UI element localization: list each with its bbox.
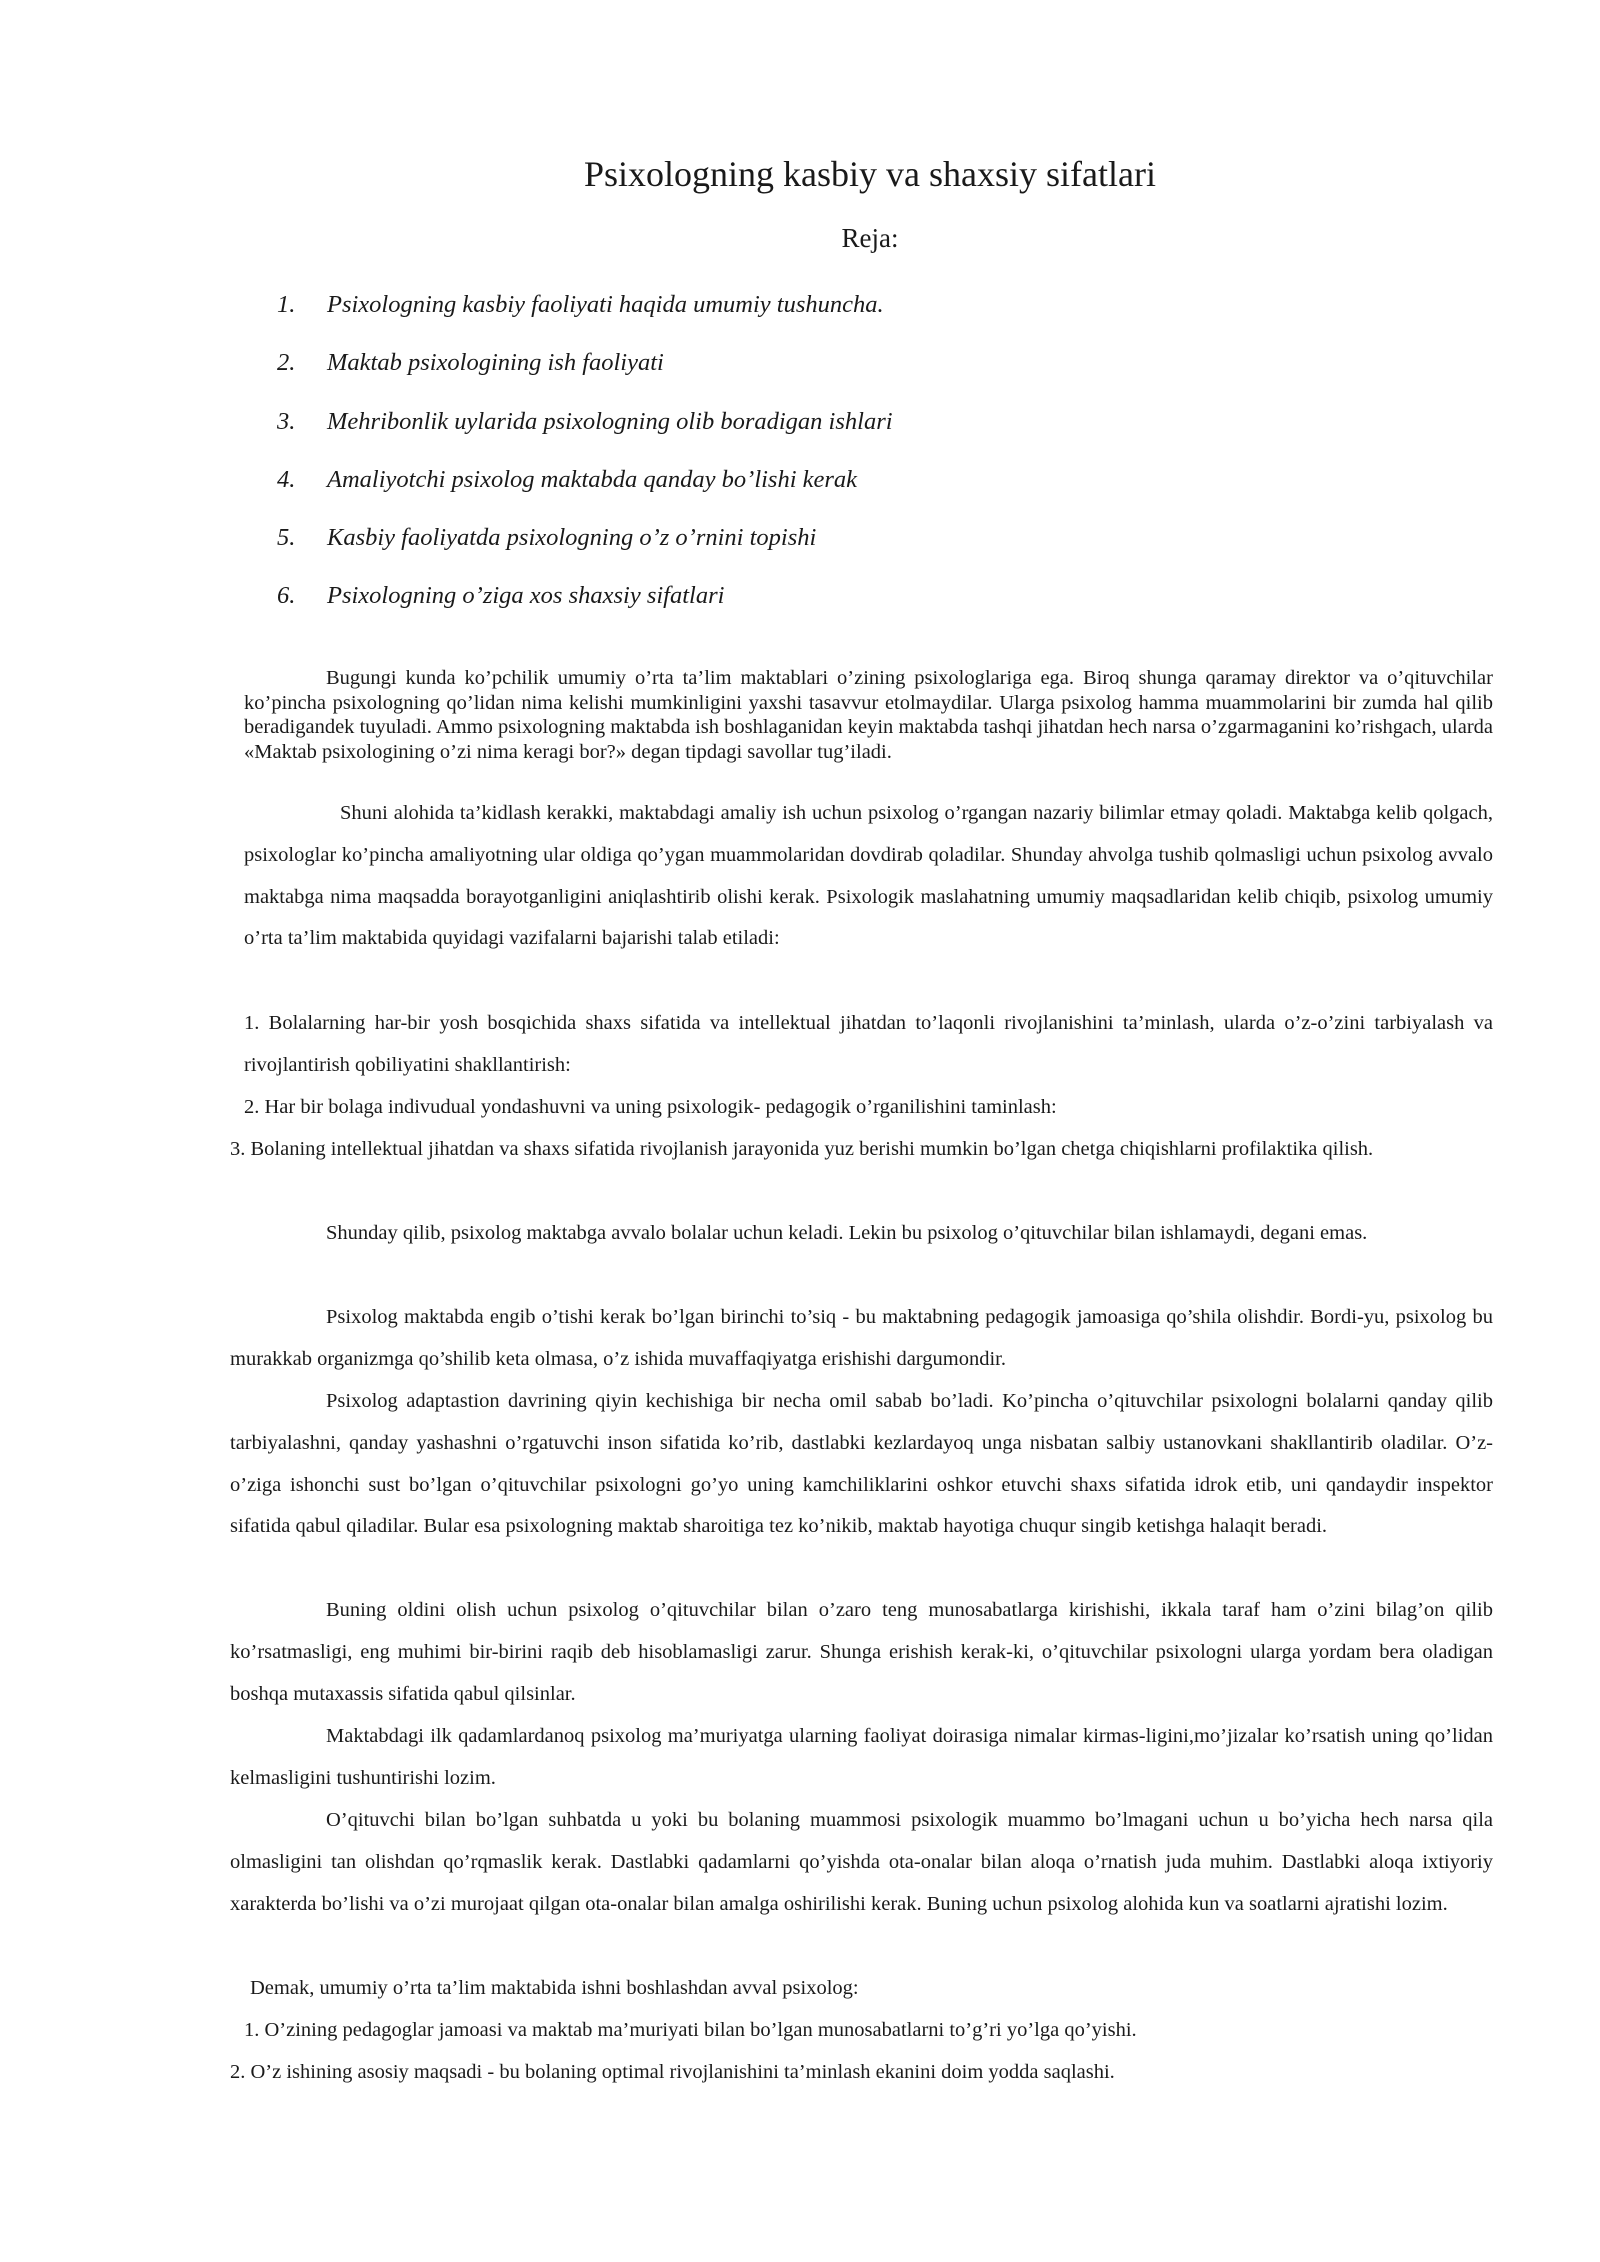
- plan-item-number: 4.: [277, 465, 296, 493]
- task-item: 2. Har bir bolaga indivudual yondashuvni va uning psixologik- pedagogik o’rganilishini taminlash:: [244, 1096, 1057, 1118]
- summary-lead: Demak, umumiy o’rta ta’lim maktabida ishni boshlashdan avval psixolog:: [250, 1977, 859, 1999]
- plan-item-text: Amaliyotchi psixolog maktabda qanday bo’lishi kerak: [327, 465, 858, 493]
- plan-item-number: 3.: [277, 407, 296, 435]
- body-paragraph: Buning oldini olish uchun psixolog o’qituvchilar bilan o’zaro teng munosabatlarga kirishishi, ikkala taraf ham o’zini bilag’on qilib ko’rsatmasligi, eng muhimi bir-birini raqib deb hisoblamasligi zarur. Shunga erishish kerak-ki, o’qituvchilar psixologni ularga yordam bera oladigan boshqa mutaxassis sifatida qabul qilsinlar.: [230, 1599, 1493, 1705]
- body-paragraph: Psixolog adaptastion davrining qiyin kechishiga bir necha omil sabab bo’ladi. Ko’pincha o’qituvchilar psixologni bolalarni qanday qilib tarbiyalashni, qanday yashashni o’rgatuvchi inson sifatida ko’rib, dastlabki kezlardayoq unga nisbatan salbiy ustanovkani shakllantirib oladilar. O’z- o’ziga ishonchi sust bo’lgan o’qituvchilar psixologni go’yo uning kamchiliklarini oshkor etuvchi shaxs sifatida idrok etib, uni qandaydir inspektor sifatida qabul qiladilar. Bular esa psixologning maktab sharoitiga tez ko’nikib, maktab hayotiga chuqur singib ketishga halaqit beradi.: [230, 1390, 1493, 1538]
- plan-item: [265, 579, 1365, 637]
- plan-heading: Reja:: [841, 223, 899, 253]
- plan-item-number: 1.: [277, 291, 296, 318]
- plan-item-text: Mehribonlik uylarida psixologning olib boradigan ishlari: [327, 407, 893, 435]
- plan-item: [265, 405, 1365, 463]
- plan-item: [265, 521, 1365, 579]
- plan-item: [265, 346, 1365, 404]
- plan-item: [265, 463, 1365, 521]
- task-item: 3. Bolaning intellektual jihatdan va shaxs sifatida rivojlanish jarayonida yuz berishi mumkin bo’lgan chetga chiqishlarni profilaktika qilish.: [230, 1138, 1374, 1160]
- plan-item-text: Kasbiy faoliyatda psixologning o’z o’rnini topishi: [327, 524, 817, 552]
- body-paragraph: Shuni alohida ta’kidlash kerakki, maktabdagi amaliy ish uchun psixolog o’rgangan nazariy bilimlar etmay qoladi. Maktabga kelib qolgach, psixologlar ko’pincha amaliyotning ular oldiga qo’ygan muammolaridan dovdirab qoladilar. Shunday ahvolga tushib qolmasligi uchun psixolog avvalo maktabga nima maqsadda borayotganligini aniqlashtirib olishi kerak. Psixologik maslahatning umumiy maqsadlaridan kelib chiqib, psixolog umumiy o’rta ta’lim maktabida quyidagi vazifalarni bajarishi talab etiladi:: [244, 802, 1493, 950]
- body-paragraph: O’qituvchi bilan bo’lgan suhbatda u yoki bu bolaning muammosi psixologik muammo bo’lmagani uchun u bo’yicha hech narsa qila olmasligini tan olishdan qo’rqmaslik kerak. Dastlabki qadamlarni qo’yishda ota-onalar bilan aloqa o’rnatish juda muhim. Dastlabki aloqa ixtiyoriy xarakterda bo’lishi va o’zi murojaat qilgan ota-onalar bilan amalga oshirilishi kerak. Buning uchun psixolog alohida kun va soatlarni ajratishi lozim.: [230, 1809, 1493, 1915]
- plan-item: [265, 288, 1365, 346]
- body-paragraph: Shunday qilib, psixolog maktabga avvalo bolalar uchun keladi. Lekin bu psixolog o’qituvchilar bilan ishlamaydi, degani emas.: [326, 1222, 1368, 1244]
- plan-item-text: Psixologning kasbiy faoliyati haqida umumiy tushuncha.: [327, 291, 884, 318]
- intro-paragraph: Bugungi kunda ko’pchilik umumiy o’rta ta’lim maktablari o’zining psixologlariga ega. Biroq shunga qaramay direktor va o’qituvchilar ko’pincha psixologning qo’lidan nima kelishi mumkinligini yaxshi tasavvur etolmaydilar. Ularga psixolog hamma muammolarini bir zumda hal qilib beradigandek tuyuladi. Ammo psixologning maktabda ish boshlaganidan keyin maktabda tashqi jihatdan hech narsa o’zgarmaganini ko’rishgach, ularda «Maktab psixologining o’zi nima keragi bor?» degan tipdagi savollar tug’iladi.: [244, 667, 1493, 763]
- plan-item-text: Psixologning o’ziga xos shaxsiy sifatlari: [327, 582, 725, 610]
- task-item: 1. Bolalarning har-bir yosh bosqichida shaxs sifatida va intellektual jihatdan to’laqonli rivojlanishini ta’minlash, ularda o’z-o’zini tarbiyalash va rivojlantirish qobiliyatini shakllantirish:: [244, 1012, 1493, 1076]
- summary-item: 2. O’z ishining asosiy maqsadi - bu bolaning optimal rivojlanishini ta’minlash ekanini doim yodda saqlashi.: [230, 2061, 1115, 2083]
- body-paragraph: Maktabdagi ilk qadamlardanoq psixolog ma’muriyatga ularning faoliyat doirasiga nimalar kirmas-ligini,mo’jizalar ko’rsatish uning qo’lidan kelmasligini tushuntirishi lozim.: [230, 1725, 1493, 1789]
- plan-item-number: 6.: [277, 582, 296, 610]
- plan-item-number: 2.: [277, 349, 296, 377]
- plan-item-text: Maktab psixologining ish faoliyati: [327, 349, 664, 377]
- summary-item: 1. O’zining pedagoglar jamoasi va maktab ma’muriyati bilan bo’lgan munosabatlarni to’g’ri yo’lga qo’yishi.: [244, 2019, 1137, 2041]
- plan-list: [265, 288, 1365, 638]
- plan-item-number: 5.: [277, 524, 296, 552]
- body-paragraph: Psixolog maktabda engib o’tishi kerak bo’lgan birinchi to’siq - bu maktabning pedagogik jamoasiga qo’shila olishdir. Bordi-yu, psixolog bu murakkab organizmga qo’shilib keta olmasa, o’z ishida muvaffaqiyatga erishishi dargumondir.: [230, 1306, 1493, 1370]
- document-title: Psixologning kasbiy va shaxsiy sifatlari: [584, 154, 1156, 194]
